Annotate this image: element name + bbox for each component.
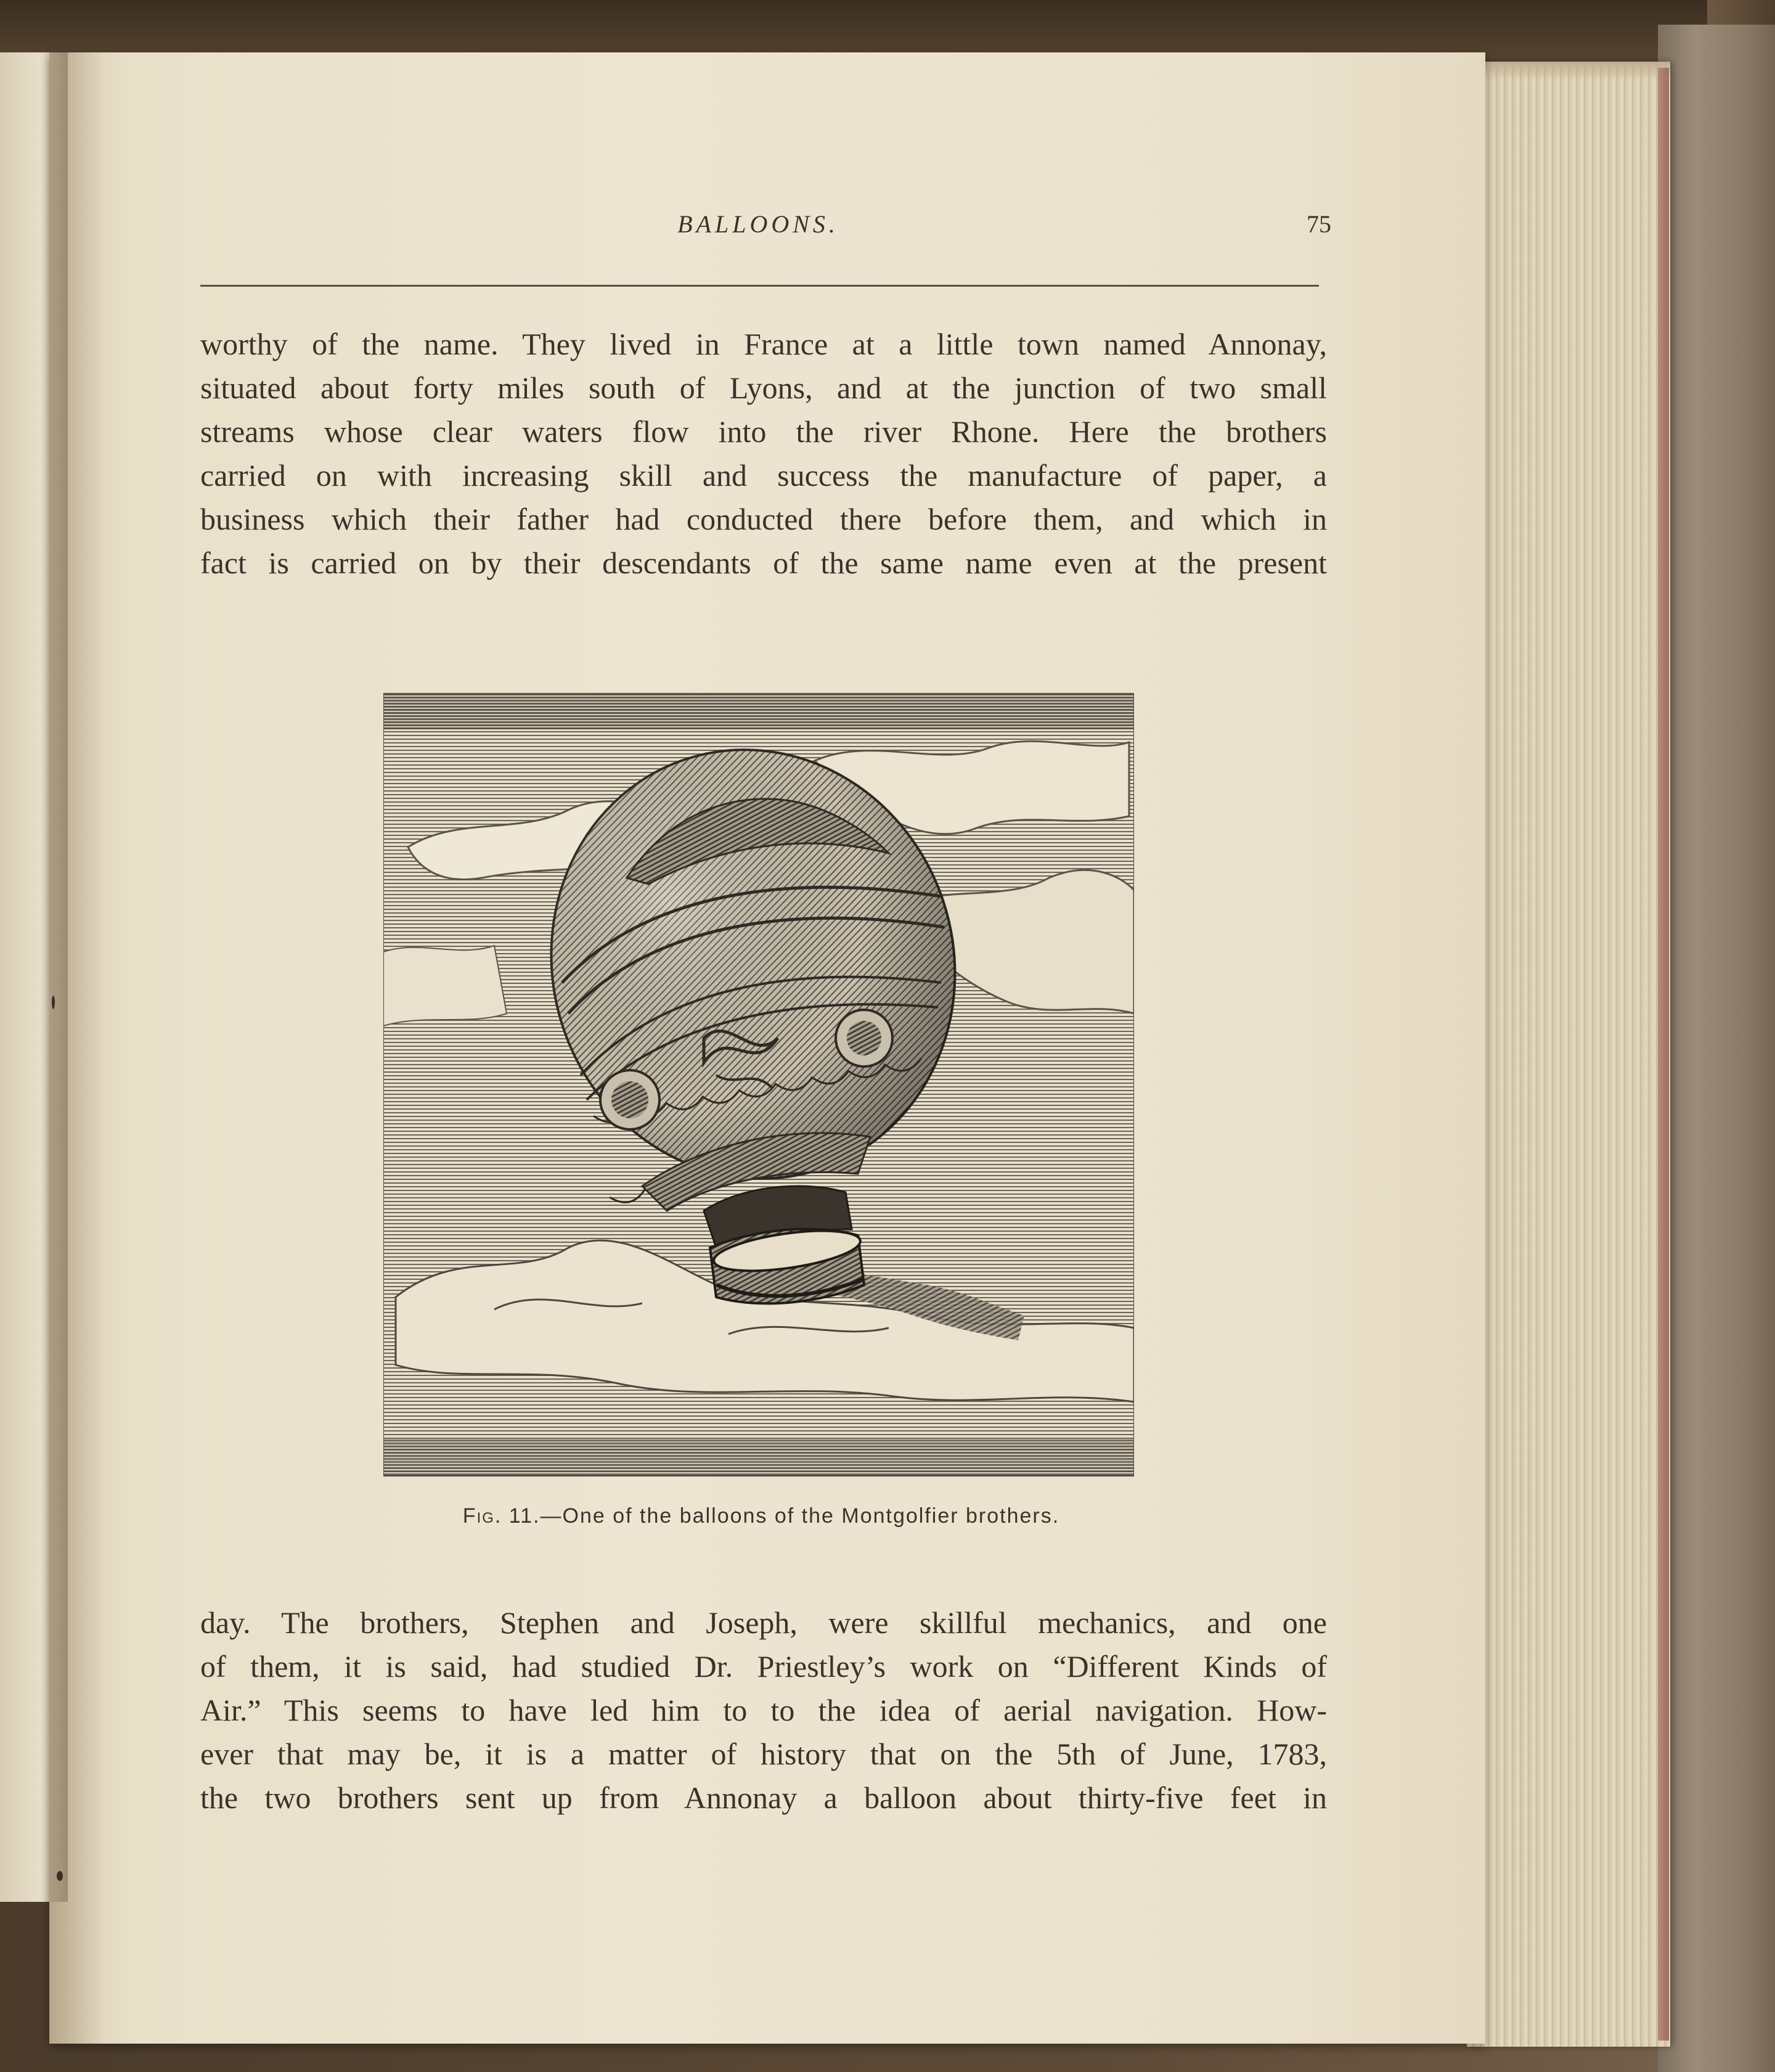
text-line: fact is carried on by their descendants of the same name even at the present bbox=[200, 546, 1327, 580]
text-line: worthy of the name. They lived in France at a little town named Annonay, bbox=[200, 327, 1327, 361]
text-line: Air.” This seems to have led him to to the idea of aerial navigation. How- bbox=[200, 1693, 1327, 1727]
running-head-title: BALLOONS. bbox=[677, 210, 839, 238]
header-rule bbox=[200, 285, 1319, 287]
balloon-engraving bbox=[383, 693, 1134, 1483]
left-page-shadow bbox=[43, 52, 68, 1902]
text-line: ever that may be, it is a matter of history that on the 5th of June, 1783, bbox=[200, 1737, 1327, 1771]
text-line: the two brothers sent up from Annonay a balloon about thirty-five feet in bbox=[200, 1780, 1327, 1815]
sky-bottom-band bbox=[383, 1439, 1134, 1476]
page-number: 75 bbox=[1307, 210, 1331, 238]
page-edge-color-band bbox=[1658, 68, 1669, 2041]
text-line: situated about forty miles south of Lyons, and at the junction of two small bbox=[200, 371, 1327, 405]
page-stack-shadow bbox=[1467, 62, 1670, 80]
paragraph-top bbox=[200, 322, 1327, 585]
page-speck bbox=[57, 1871, 63, 1881]
text-line: of them, it is said, had studied Dr. Priestley’s work on “Different Kinds of bbox=[200, 1649, 1327, 1684]
figure-caption bbox=[382, 1504, 1140, 1535]
paragraph-bottom bbox=[200, 1601, 1327, 1820]
text-line: business which their father had conducted there before them, and which in bbox=[200, 502, 1327, 536]
text-line: streams whose clear waters flow into the river Rhone. Here the brothers bbox=[200, 414, 1327, 449]
figure-label: Fig. 11. bbox=[462, 1504, 541, 1528]
sky-top-band bbox=[383, 693, 1134, 730]
text-line: day. The brothers, Stephen and Joseph, were skillful mechanics, and one bbox=[200, 1605, 1327, 1640]
page-speck bbox=[52, 996, 55, 1009]
text-line: carried on with increasing skill and success the manufacture of paper, a bbox=[200, 458, 1327, 493]
figure-caption-text: —One of the balloons of the Montgolfier brothers. bbox=[540, 1504, 1060, 1528]
cover-board-edge bbox=[1658, 25, 1775, 2072]
page-fore-edge-stack bbox=[1467, 62, 1670, 2047]
